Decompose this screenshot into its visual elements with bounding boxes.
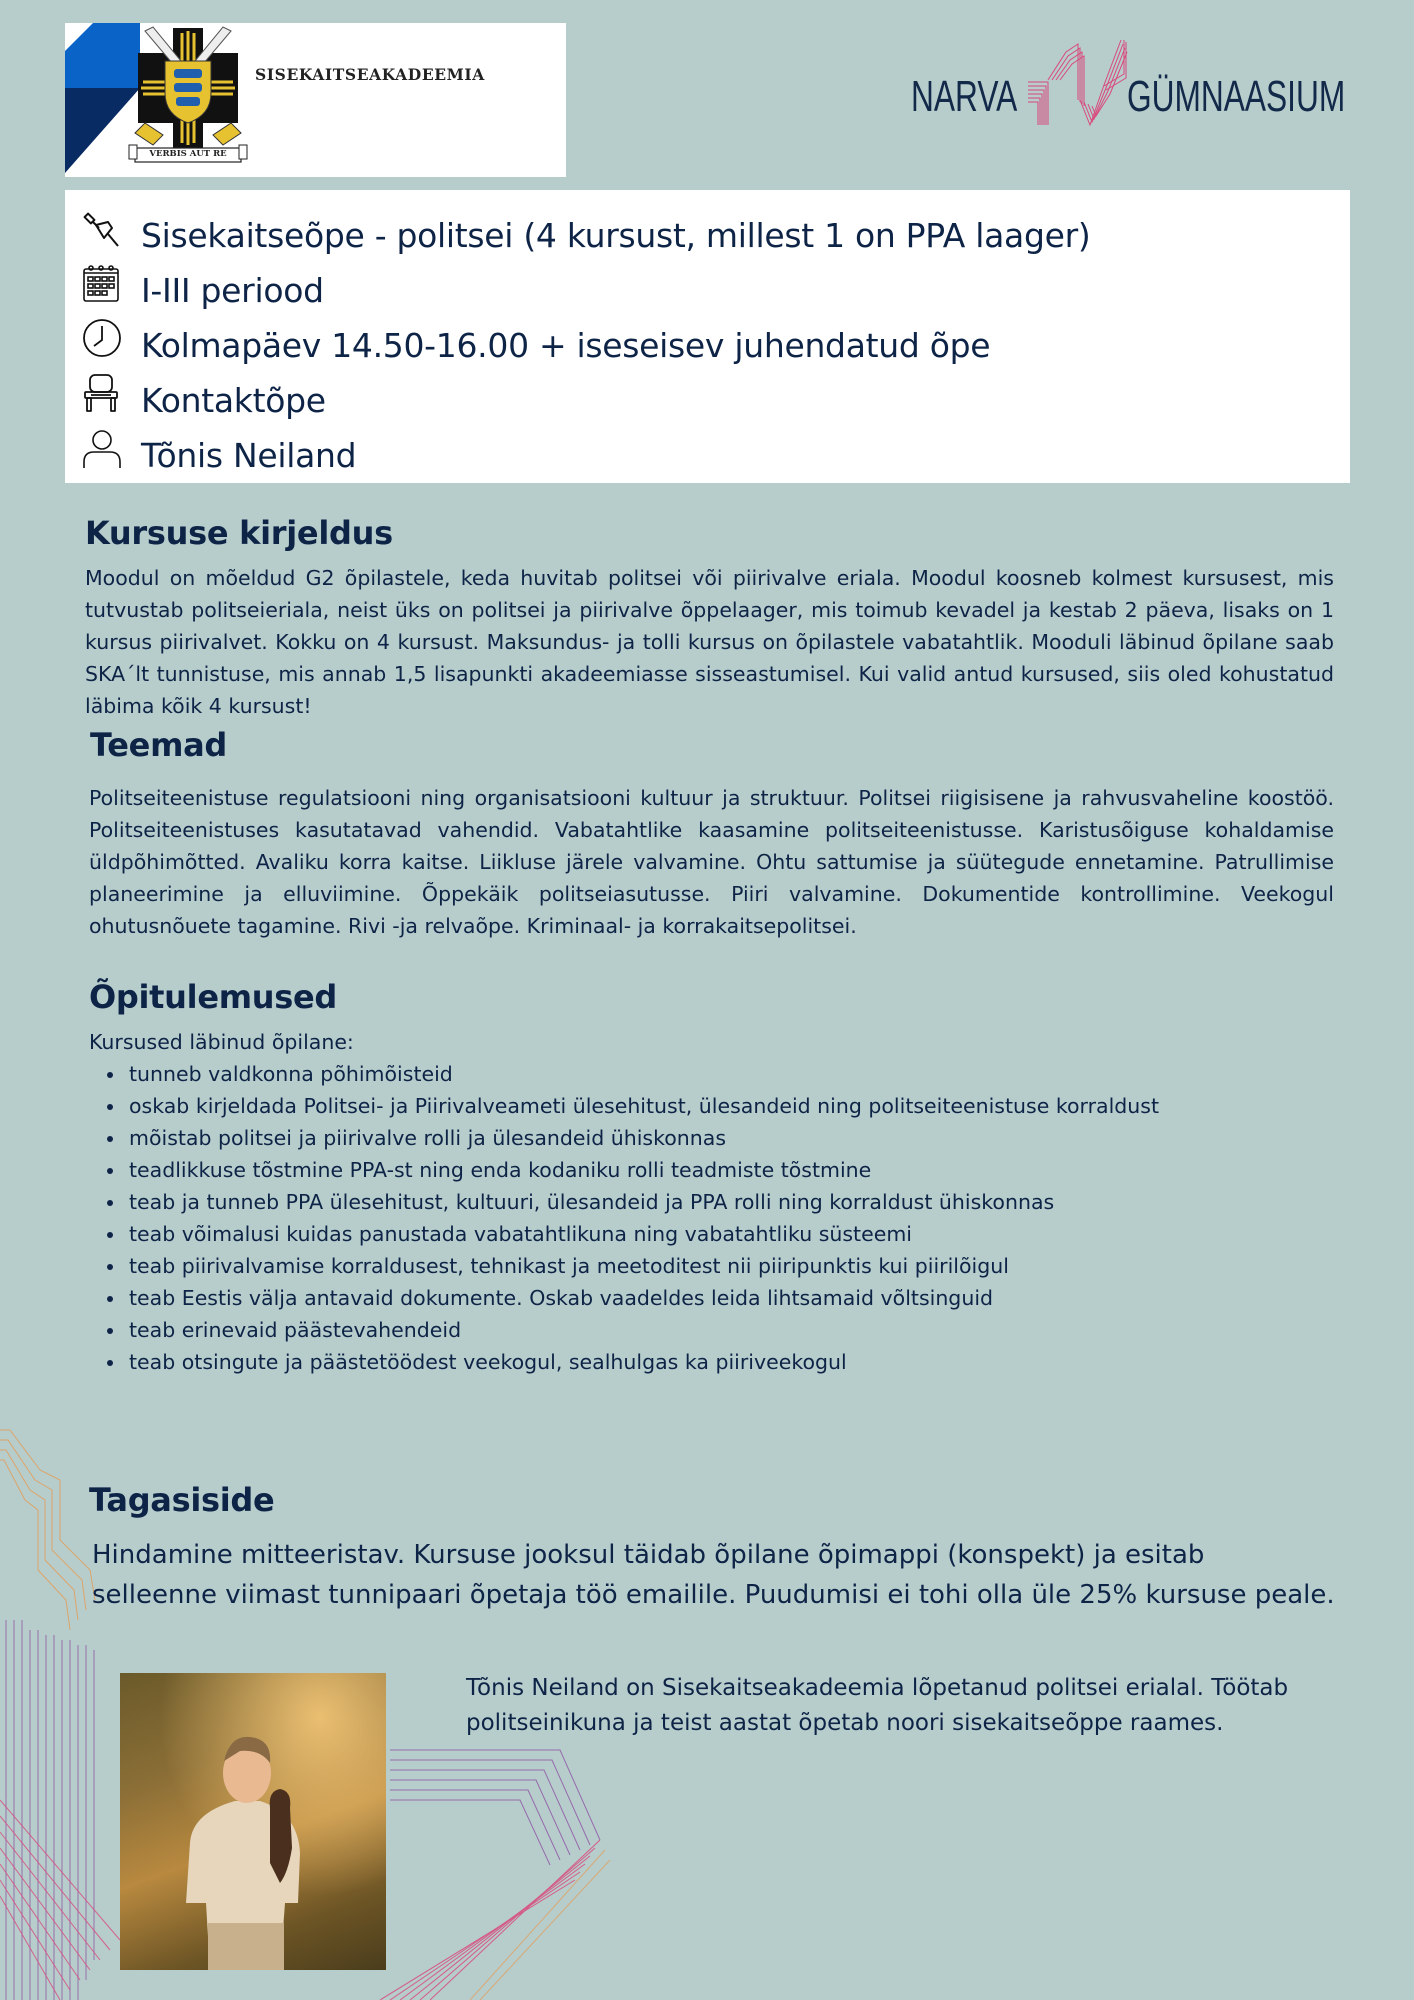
- bullet-icon: [107, 1136, 113, 1142]
- feedback-line-1: Hindamine mitteeristav. Kursuse jooksul täidab õpilane õpimappi (konspekt) ja esitab: [92, 1540, 1205, 1570]
- teacher-name: Tõnis Neiland: [141, 436, 357, 475]
- info-row-period: [65, 263, 1350, 313]
- list-item: teadlikkuse tõstmine PPA-st ning enda kodaniku rolli teadmiste tõstmine: [89, 1154, 1159, 1186]
- calendar-icon: [82, 263, 122, 303]
- teacher-photo-illustration: [120, 1673, 386, 1970]
- bullet-icon: [107, 1200, 113, 1206]
- list-item: tunneb valdkonna põhimõisteid: [89, 1058, 1159, 1090]
- list-item: teab piirivalvamise korraldusest, tehnikast ja meetoditest nii piiripunktis kui piirilõigul: [89, 1250, 1159, 1282]
- narva-word: NARVA: [911, 72, 1018, 121]
- list-item: teab ja tunneb PPA ülesehitust, kultuuri, ülesandeid ja PPA rolli ning korraldust ühiskonnas: [89, 1186, 1159, 1218]
- info-row-format: [65, 373, 1350, 423]
- bullet-icon: [107, 1360, 113, 1366]
- info-row-teacher: [65, 428, 1350, 478]
- ska-motto: VERBIS AUT RE: [149, 149, 227, 159]
- teacher-bio: [466, 1671, 1288, 1741]
- format-text: Kontaktõpe: [141, 381, 326, 420]
- description-title: Kursuse kirjeldus: [85, 514, 393, 552]
- info-row-course: [65, 208, 1350, 258]
- bullet-icon: [107, 1104, 113, 1110]
- bullet-icon: [107, 1168, 113, 1174]
- info-row-schedule: [65, 318, 1350, 368]
- list-item: oskab kirjeldada Politsei- ja Piirivalveameti ülesehitust, ülesandeid ning politseiteenistuse korraldust: [89, 1090, 1159, 1122]
- description-text: Moodul on mõeldud G2 õpilastele, keda huvitab politsei või piirivalve eriala. Moodul koosneb kolmest kursusest, mis tutvustab politseieriala, neist üks on politsei ja piirivalve õppelaager, mis toimub kevadel ja kestab 2 päeva, lisaks on 1 kursus piirivalvet. Kokku on 4 kursust. Maksundus- ja tolli kursus on õpilastele vabatahtlik. Mooduli läbinud õpilane saab SKA´lt tunnistuse, mis annab 1,5 lisapunkti akadeemiasse sisseastumisel. Kui valid antud kursused, siis oled kohustatud läbima kõik 4 kursust!: [85, 566, 1334, 718]
- teacher-bio-line-1: Tõnis Neiland on Sisekaitseakadeemia lõpetanud politsei erialal. Töötab: [466, 1675, 1289, 1701]
- list-item: mõistab politsei ja piirivalve rolli ja ülesandeid ühiskonnas: [89, 1122, 1159, 1154]
- topics-title: Teemad: [90, 726, 228, 764]
- teacher-bio-line-2: politseinikuna ja teist aastat õpetab noori sisekaitseõppe raames.: [466, 1710, 1224, 1736]
- outcomes-title: Õpitulemused: [89, 978, 338, 1016]
- pin-icon: [82, 210, 122, 250]
- bullet-icon: [107, 1232, 113, 1238]
- outcomes-intro: Kursused läbinud õpilane:: [89, 1030, 354, 1054]
- ska-logo: [65, 23, 566, 177]
- period-text: I-III periood: [141, 271, 324, 310]
- course-name: Sisekaitseõpe - politsei (4 kursust, millest 1 on PPA laager): [141, 216, 1091, 255]
- feedback-line-2: selleenne viimast tunnipaari õpetaja töö emailile. Puudumisi ei tohi olla üle 25% kursuse peale.: [92, 1580, 1335, 1610]
- gymnaasium-word: GÜMNAASIUM: [1127, 72, 1346, 121]
- feedback-title: Tagasiside: [89, 1481, 275, 1519]
- chair-icon: [82, 373, 122, 413]
- list-item: teab Eestis välja antavaid dokumente. Oskab vaadeldes leida lihtsamaid võltsinguid: [89, 1282, 1159, 1314]
- list-item: teab võimalusi kuidas panustada vabatahtlikuna ning vabatahtliku süsteemi: [89, 1218, 1159, 1250]
- teacher-photo: [120, 1673, 386, 1970]
- clock-icon: [82, 318, 122, 358]
- feedback-text: [92, 1535, 1335, 1615]
- list-item: teab otsingute ja päästetöödest veekogul, sealhulgas ka piiriveekogul: [89, 1346, 1159, 1378]
- course-info-card: [65, 190, 1350, 483]
- schedule-text: Kolmapäev 14.50-16.00 + iseseisev juhendatud õpe: [141, 326, 991, 365]
- narva-emblem-icon: [1026, 30, 1136, 130]
- topics-text: Politseiteenistuse regulatsiooni ning organisatsiooni kultuur ja struktuur. Politsei riigisisene ja rahvusvaheline koostöö. Politseiteenistuses kasutatavad vahendid. Vabatahtlike kaasamine politseiteenistusse. Karistusõiguse kohaldamise üldpõhimõtted. Avaliku korra kaitse. Liikluse järele valvamine. Ohtu sattumise ja süütegude ennetamine. Patrullimise planeerimine ja elluviimine. Õppekäik politseiasutusse. Piiri valvamine. Dokumentide kontrollimine. Veekogul ohutusnõuete tagamine. Rivi -ja relvaõpe. Kriminaal- ja korrakaitsepolitsei.: [89, 786, 1334, 938]
- narva-gymnaasium-logo: [908, 28, 1348, 128]
- list-item: teab erinevaid päästevahendeid: [89, 1314, 1159, 1346]
- person-icon: [82, 428, 122, 468]
- outcomes-list: [89, 1058, 1159, 1378]
- ska-name: SISEKAITSEAKADEEMIA: [255, 65, 485, 84]
- bullet-icon: [107, 1264, 113, 1270]
- bullet-icon: [107, 1328, 113, 1334]
- bullet-icon: [107, 1296, 113, 1302]
- bullet-icon: [107, 1072, 113, 1078]
